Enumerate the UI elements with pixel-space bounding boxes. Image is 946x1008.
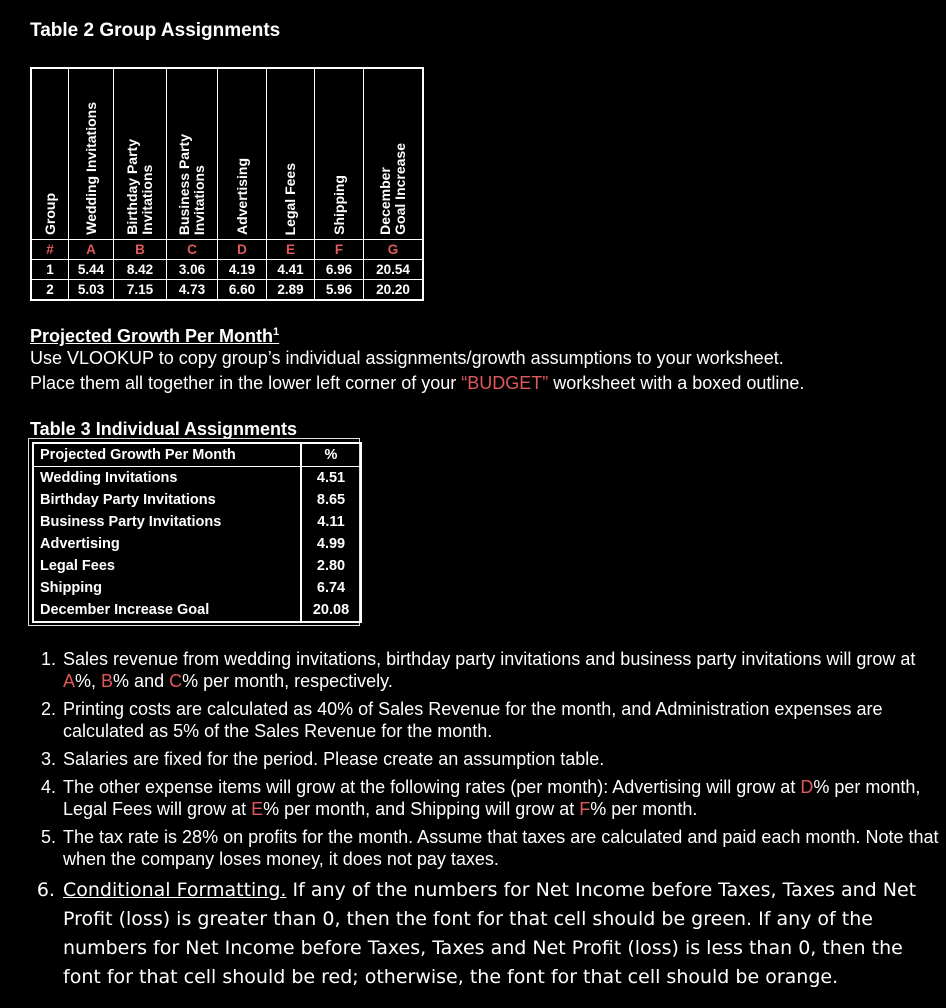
list-item: 6. Conditional Formatting. If any of the numbers for Net Income before Taxes, Taxes and Net Profit (loss) is greater than 0, then the font for that cell should be green. If any of the numbers for Net Income before Taxes, Taxes and Net Profit (loss) is less than 0, then the font for that cell should be red; otherwise, the font for that cell should be orange. bbox=[61, 876, 941, 992]
header-cell: % bbox=[301, 443, 361, 467]
table2-title: Table 2 Group Assignments bbox=[30, 20, 281, 41]
value-cell: 4.99 bbox=[316, 536, 346, 552]
individual-assignments-table bbox=[32, 442, 362, 623]
letter-cell: # bbox=[31, 240, 69, 260]
instruction-line-2: Place them all together in the lower left corner of your “BUDGET” worksheet with a boxed outline. bbox=[30, 373, 805, 393]
label-cell: Legal Fees bbox=[33, 555, 301, 577]
value-cell: 20.08 bbox=[312, 602, 350, 618]
value-cell: 6.74 bbox=[316, 580, 346, 596]
table-row bbox=[33, 511, 361, 533]
cell: 5.03 bbox=[69, 280, 114, 301]
col-header: December Goal Increase bbox=[364, 68, 424, 240]
table-row bbox=[33, 577, 361, 599]
letter-cell: E bbox=[267, 240, 315, 260]
label-cell: Birthday Party Invitations bbox=[33, 489, 301, 511]
cell: 2.89 bbox=[267, 280, 315, 301]
list-item: 1. Sales revenue from wedding invitations, birthday party invitations and business party invitations will grow at A%, B% and C% per month, respectively. bbox=[61, 648, 941, 692]
value-cell: 8.65 bbox=[316, 492, 346, 508]
col-header: Legal Fees bbox=[267, 68, 315, 240]
cell: 1 bbox=[31, 260, 69, 280]
table3-title: Table 3 Individual Assignments bbox=[30, 419, 298, 439]
list-item: 5. The tax rate is 28% on profits for the month. Assume that taxes are calculated and paid each month. Note that when the company loses money, it does not pay taxes. bbox=[61, 826, 941, 870]
cell: 3.06 bbox=[167, 260, 218, 280]
cell: 5.96 bbox=[315, 280, 364, 301]
letter-cell: B bbox=[114, 240, 167, 260]
cell: 4.19 bbox=[218, 260, 267, 280]
label-cell: December Increase Goal bbox=[33, 599, 301, 622]
value-cell: 2.80 bbox=[316, 558, 346, 574]
letter-cell: D bbox=[218, 240, 267, 260]
letter-cell: C bbox=[167, 240, 218, 260]
instruction-line-1: Use VLOOKUP to copy group’s individual assignments/growth assumptions to your worksheet. bbox=[30, 348, 784, 368]
cell: 6.96 bbox=[315, 260, 364, 280]
cell: 4.41 bbox=[267, 260, 315, 280]
cell: 2 bbox=[31, 280, 69, 301]
value-cell: 4.51 bbox=[316, 470, 346, 486]
group-assignments-table bbox=[30, 67, 424, 301]
letter-cell: F bbox=[315, 240, 364, 260]
cell: 6.60 bbox=[218, 280, 267, 301]
label-cell: Shipping bbox=[33, 577, 301, 599]
table-row bbox=[33, 467, 361, 490]
col-header: Shipping bbox=[315, 68, 364, 240]
cell: 20.20 bbox=[364, 280, 424, 301]
list-item: 2. Printing costs are calculated as 40% of Sales Revenue for the month, and Administration expenses are calculated as 5% of the Sales Revenue for the month. bbox=[61, 698, 941, 742]
col-header: Advertising bbox=[218, 68, 267, 240]
table-row bbox=[31, 280, 423, 301]
letter-cell: A bbox=[69, 240, 114, 260]
budget-highlight: “BUDGET” bbox=[461, 373, 549, 393]
cell: 5.44 bbox=[69, 260, 114, 280]
table-row bbox=[33, 599, 361, 622]
cell: 4.73 bbox=[167, 280, 218, 301]
cell: 8.42 bbox=[114, 260, 167, 280]
label-cell: Wedding Invitations bbox=[33, 467, 301, 490]
col-header: Wedding Invitations bbox=[69, 68, 114, 240]
letters-row bbox=[31, 240, 423, 260]
conditional-formatting-label: Conditional Formatting. bbox=[63, 879, 287, 901]
col-header: Birthday Party Invitations bbox=[114, 68, 167, 240]
table-row bbox=[33, 489, 361, 511]
letter-cell: G bbox=[364, 240, 424, 260]
table-row bbox=[33, 555, 361, 577]
cell: 7.15 bbox=[114, 280, 167, 301]
list-item: 4. The other expense items will grow at the following rates (per month): Advertising will grow at D% per month, Legal Fees will grow at E% per month, and Shipping will grow at F% per month. bbox=[61, 776, 941, 820]
cell: 20.54 bbox=[364, 260, 424, 280]
header-cell: Projected Growth Per Month bbox=[33, 443, 301, 467]
footnote-marker: 1 bbox=[273, 326, 280, 338]
table-row bbox=[33, 533, 361, 555]
table-row bbox=[31, 260, 423, 280]
value-cell: 4.11 bbox=[317, 514, 345, 530]
label-cell: Advertising bbox=[33, 533, 301, 555]
label-cell: Business Party Invitations bbox=[33, 511, 301, 533]
section-title: Projected Growth Per Month$^1$ bbox=[30, 326, 280, 346]
col-header: Business Party Invitations bbox=[167, 68, 218, 240]
list-item: 3. Salaries are fixed for the period. Please create an assumption table. bbox=[61, 748, 941, 770]
col-header: Group bbox=[31, 68, 69, 240]
table-header-row bbox=[33, 443, 361, 467]
notes-list bbox=[30, 648, 941, 998]
